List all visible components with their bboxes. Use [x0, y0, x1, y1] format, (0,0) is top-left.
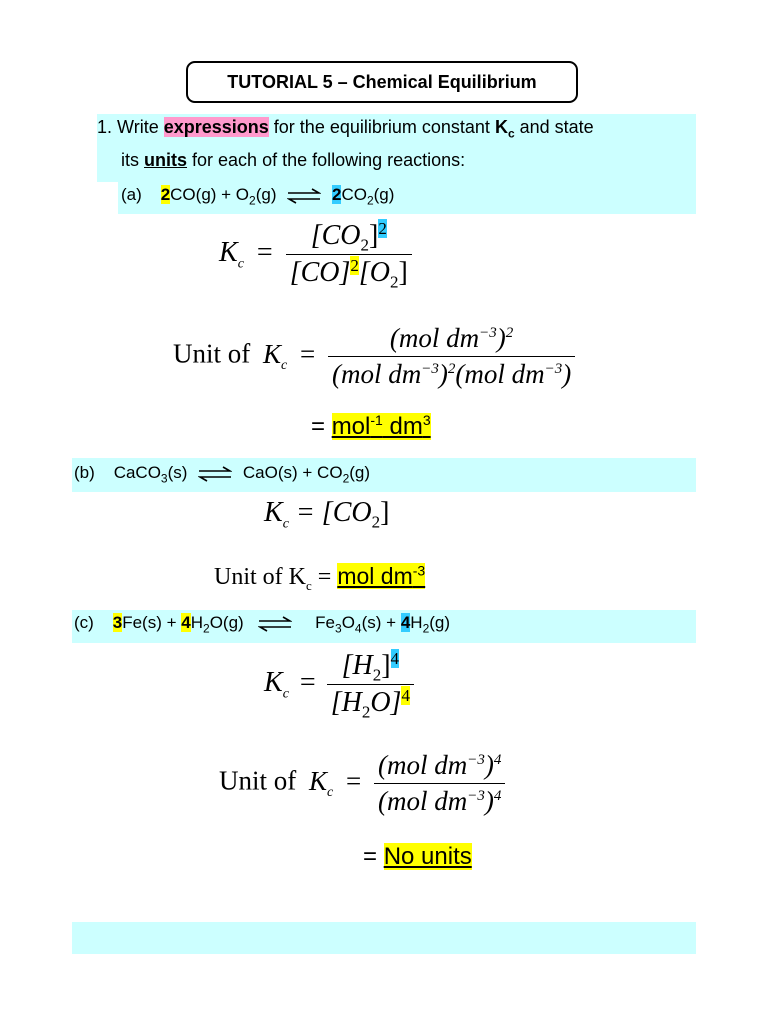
coefficient: 2	[331, 185, 342, 204]
equilibrium-arrow-icon	[198, 466, 232, 482]
part-b-kc-expression: $K_c = [CO_2]$	[264, 497, 390, 532]
part-a-equation: (a) $2CO(g) + O_2(g)$ $2CO_2(g)$	[121, 185, 395, 208]
question-line-2	[121, 150, 465, 171]
coefficient: 4	[181, 613, 191, 632]
coefficient: 4	[400, 613, 411, 632]
equilibrium-arrow-icon	[287, 188, 321, 204]
kc-symbol: $K_c$	[494, 117, 515, 141]
part-a-answer: = mol$^{-1}$ $dm^3$	[311, 412, 431, 440]
question-text: for the equilibrium constant	[273, 117, 490, 137]
question-text: its	[121, 150, 139, 170]
part-c-kc-expression: $K_c$ = $\frac{[H_2]^4}{[H_2O]^4}$	[264, 650, 414, 719]
part-b-label: (b)	[74, 463, 95, 482]
coefficient: 3	[112, 613, 123, 632]
part-b-equation: (b) CaCO$_3$(s) $CaO(s) + CO_2(g)$	[74, 463, 371, 486]
bottom-band	[72, 922, 696, 954]
highlight-units: units	[144, 150, 188, 170]
question-text: and state	[519, 117, 594, 137]
question-text: for each of the following reactions:	[192, 150, 466, 170]
part-c-label: (c)	[74, 613, 94, 632]
part-c-equation: (c) $3Fe(s) + 4H_2O(g) Fe_3O_4(s) + 4H_2(g)$	[74, 613, 451, 636]
title-text: TUTORIAL 5 – Chemical Equilibrium	[227, 71, 537, 92]
equilibrium-arrow-icon	[258, 616, 292, 632]
part-c-unit-expression: Unit of $K_c$ = $\frac{(mol dm^{-3})^4}{(mol dm^{-3})^4}$	[219, 750, 505, 817]
question-line-1	[97, 117, 594, 141]
highlight-expressions: expressions	[163, 117, 269, 137]
part-a-unit-expression: Unit of $K_c$ = $\frac{(mol dm^{-3})^2}{(mol dm^{-3})^2(mol dm^{-3})}$	[173, 323, 575, 390]
part-c-answer: = No units	[363, 843, 472, 870]
coefficient: 2	[160, 185, 171, 204]
part-b-unit-expression: Unit of $K_c$ = mol $dm^{-3}$	[214, 562, 426, 593]
question-number: 1.	[97, 117, 113, 137]
tutorial-title	[186, 61, 578, 103]
part-a-kc-expression: $K_c$ = $\frac{[CO_2]^2}{[CO]^2[O_2]}$	[219, 220, 412, 289]
part-a-label: (a)	[121, 185, 142, 204]
question-text: Write	[117, 117, 159, 137]
